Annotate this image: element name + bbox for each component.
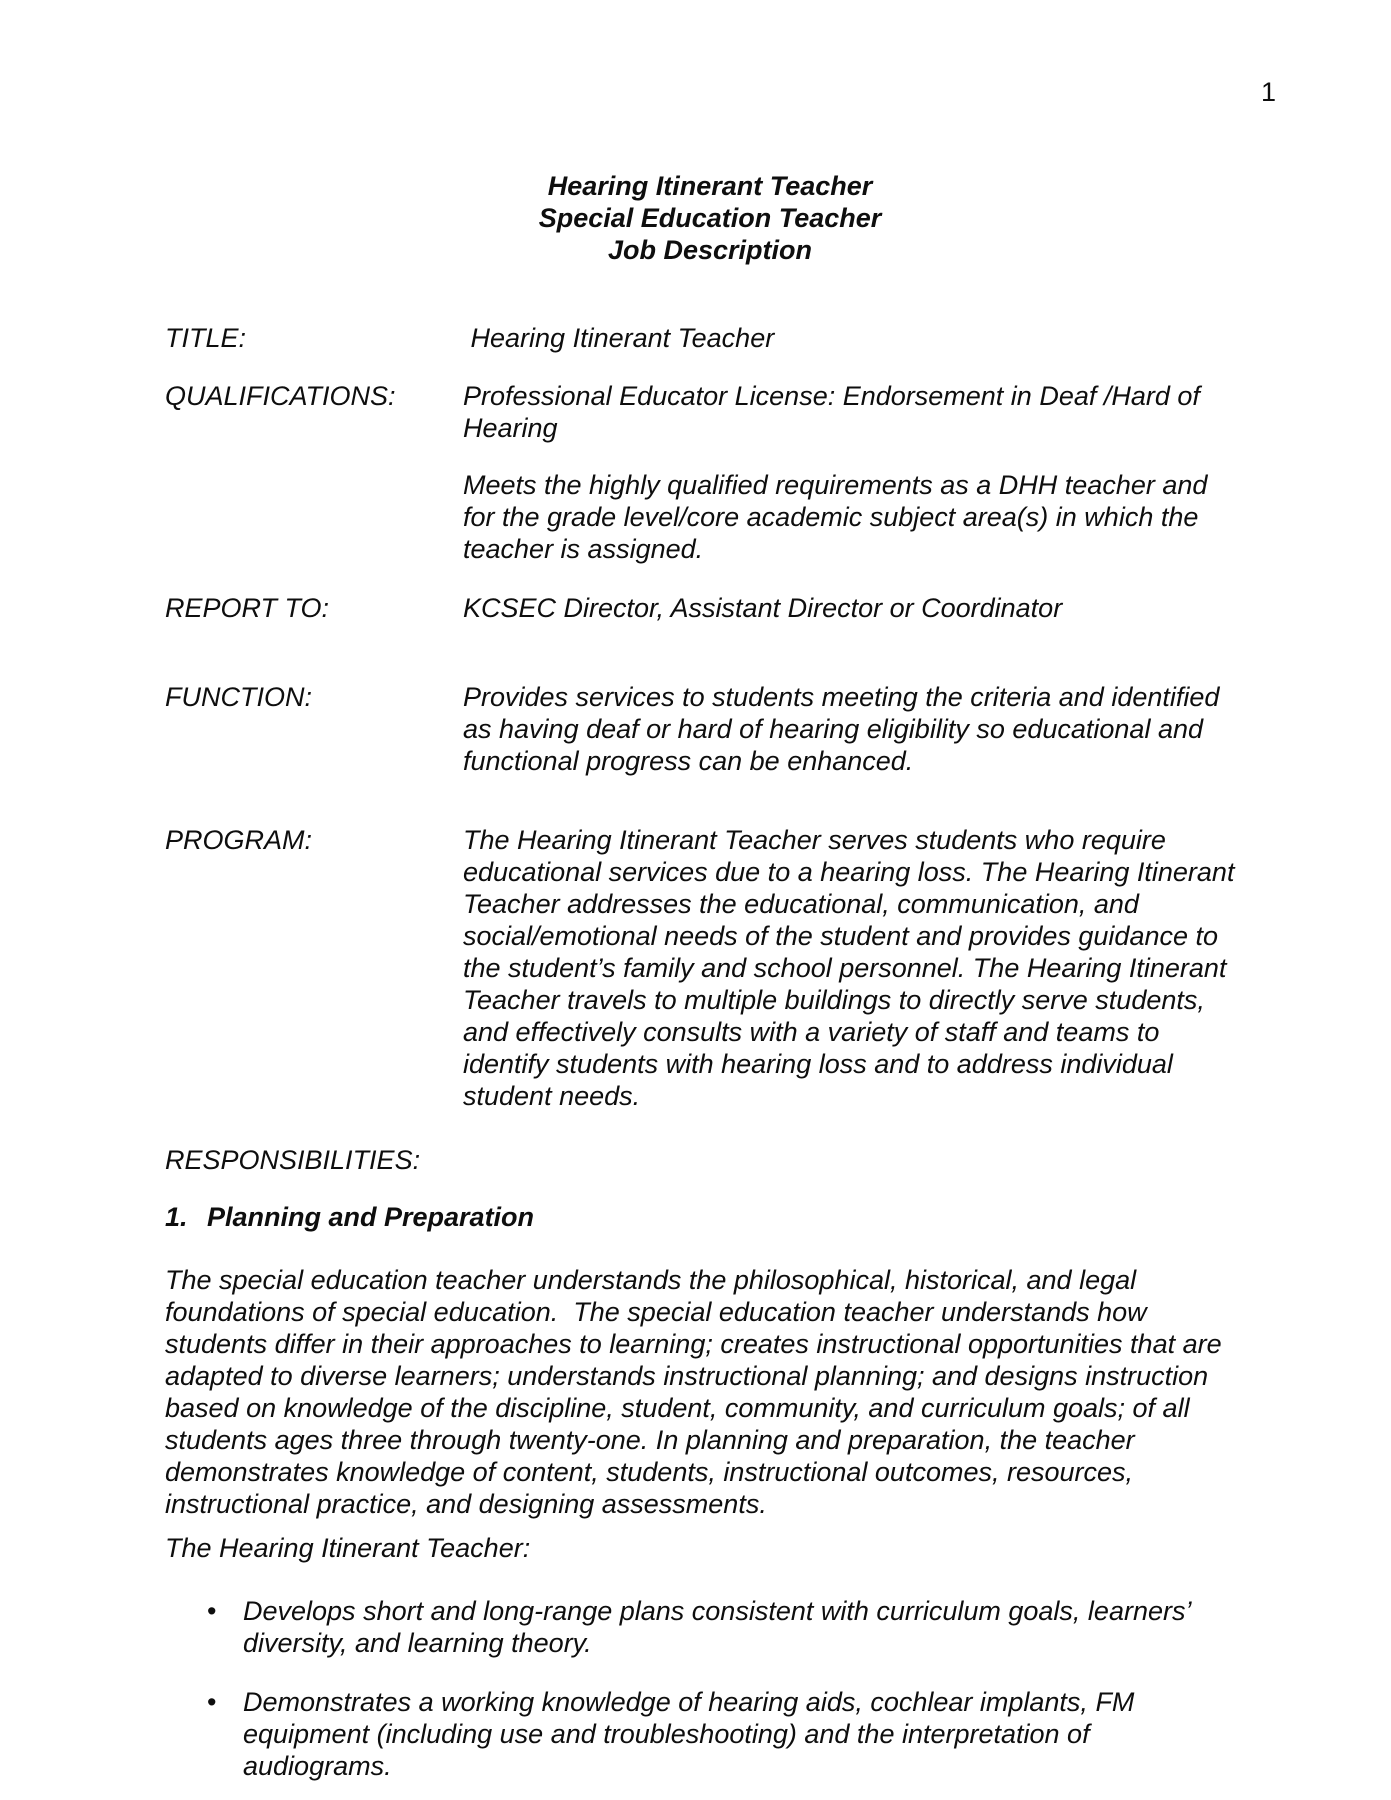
bullet-item <box>165 1686 1255 1782</box>
field-row-qualifications-2 <box>165 469 1255 565</box>
bullet-text: Develops short and long-range plans consistent with curriculum goals, learners’ diversity, and learning theory. <box>243 1596 1190 1658</box>
document-title-line-1: Hearing Itinerant Teacher <box>547 171 873 201</box>
field-value: KCSEC Director, Assistant Director or Coordinator <box>463 593 1063 623</box>
responsibilities-heading: RESPONSIBILITIES: <box>165 1145 421 1175</box>
document-title-line-3: Job Description <box>607 235 813 265</box>
bullet-text: Demonstrates a working knowledge of hearing aids, cochlear implants, FM equipment (including use and troubleshooting) and the interpretation of audiograms. <box>243 1687 1135 1781</box>
intro-paragraph: The special education teacher understands the philosophical, historical, and legal foundations of special education. The special education teacher understands how students differ in their approaches to learning; creates instructional opportunities that are adapted to diverse learners; understands instructional planning; and designs instruction based on knowledge of the discipline, student, community, and curriculum goals; of all students ages three through twenty-one. In planning and preparation, the teacher demonstrates knowledge of content, students, instructional outcomes, resources, instructional practice, and designing assessments. <box>165 1265 1230 1519</box>
field-label: REPORT TO: <box>165 593 330 623</box>
field-value: Hearing Itinerant Teacher <box>463 323 775 353</box>
bullet-list <box>165 1595 1255 1782</box>
field-row-qualifications <box>165 380 1255 444</box>
document-title <box>165 170 1255 266</box>
section-number: 1. <box>165 1202 188 1232</box>
document-title-line-2: Special Education Teacher <box>538 203 882 233</box>
bullet-icon: • <box>207 1687 217 1717</box>
section-title: Planning and Preparation <box>207 1202 535 1232</box>
field-value: Provides services to students meeting the criteria and identified as having deaf or hard of hearing eligibility so educational and functional progress can be enhanced. <box>463 682 1227 776</box>
field-label: PROGRAM: <box>165 825 313 855</box>
field-row-report-to <box>165 592 1255 624</box>
field-label: TITLE: <box>165 323 247 353</box>
field-value: Meets the highly qualified requirements as a DHH teacher and for the grade level/core academic subject area(s) in which the teacher is assigned. <box>463 470 1215 564</box>
field-value: Professional Educator License: Endorsement in Deaf /Hard of Hearing <box>463 381 1208 443</box>
section-heading-planning-and-preparation <box>165 1201 1255 1233</box>
field-row-program <box>165 824 1255 1112</box>
field-value: The Hearing Itinerant Teacher serves students who require educational services due to a hearing loss. The Hearing Itinerant Teacher addresses the educational, communication, and social/emotional needs of the student and provides guidance to the student’s family and school personnel. The Hearing Itinerant Teacher travels to multiple buildings to directly serve students, and effectively consults with a variety of staff and teams to identify students with hearing loss and to address individual student needs. <box>463 825 1242 1111</box>
field-label: QUALIFICATIONS: <box>165 381 396 411</box>
field-list <box>165 322 1255 1112</box>
bullet-icon: • <box>207 1596 217 1626</box>
field-row-title <box>165 322 1255 354</box>
field-row-function <box>165 681 1255 777</box>
page-number: 1 <box>1260 77 1276 107</box>
field-label: FUNCTION: <box>165 682 312 712</box>
bullet-item <box>165 1595 1255 1659</box>
lead-in-line: The Hearing Itinerant Teacher: <box>165 1533 531 1563</box>
